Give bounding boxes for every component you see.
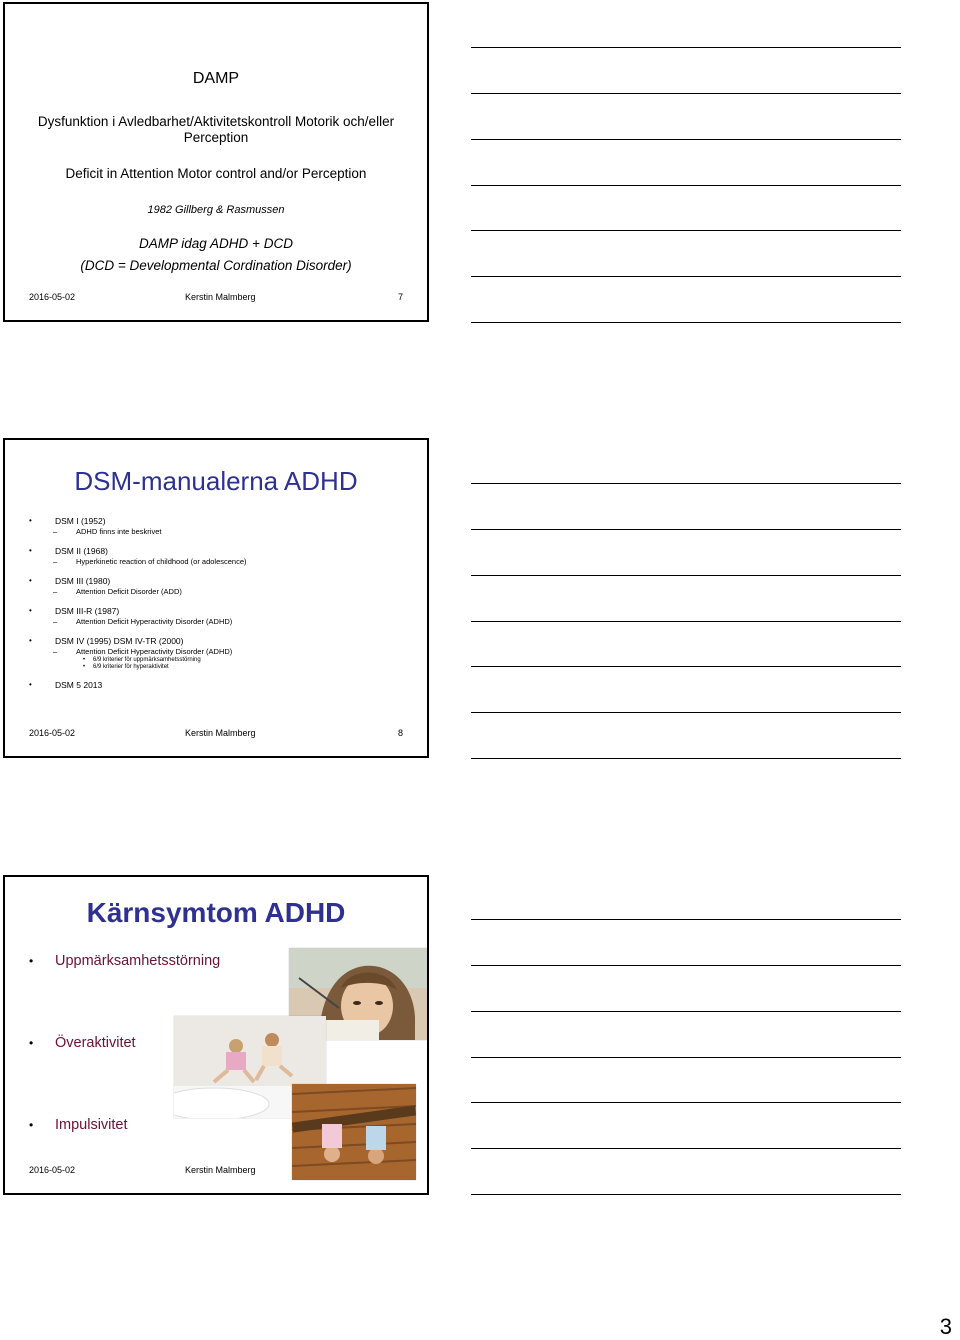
slide-footer [29, 1165, 403, 1177]
note-line [471, 758, 901, 759]
sub-bullet-text: – Attention Deficit Disorder (ADD) [29, 587, 417, 596]
slide-text-line: 1982 Gillberg & Rasmussen [147, 204, 285, 216]
slide-text-line: Dysfunktion i Avledbarhet/Aktivitetskontroll Motorik och/eller Perception [37, 114, 395, 145]
slide-7 [3, 2, 429, 322]
list-item [29, 516, 417, 536]
note-line [471, 230, 901, 231]
note-line [471, 575, 901, 576]
bullet-list [29, 516, 417, 700]
footer-author: Kerstin Malmberg [185, 728, 256, 738]
list-item [29, 680, 417, 690]
slide-9 [3, 875, 429, 1195]
footer-date: 2016-05-02 [29, 728, 76, 738]
note-line [471, 965, 901, 966]
slide-text-line: (DCD = Developmental Cordination Disorder) [80, 258, 352, 273]
note-line [471, 1057, 901, 1058]
note-line [471, 483, 901, 484]
sub-bullet-text: – Attention Deficit Hyperactivity Disorder (ADHD) [29, 647, 417, 656]
list-item [29, 546, 417, 566]
page-number: 3 [939, 1314, 952, 1339]
note-line [471, 322, 901, 323]
slide-text-line: DAMP idag ADHD + DCD [139, 236, 293, 251]
slide-8 [3, 438, 429, 758]
bullet-text: • DSM IV (1995) DSM IV-TR (2000) [29, 636, 417, 646]
footer-author: Kerstin Malmberg [185, 1165, 256, 1175]
list-item [29, 576, 417, 596]
list-item [29, 606, 417, 626]
sub-sub-bullet-text: • 6/9 kriterier för uppmärksamhetsstörning [29, 657, 417, 663]
footer-date: 2016-05-02 [29, 292, 76, 302]
sub-bullet-text: – Hyperkinetic reaction of childhood (or adolescence) [29, 557, 417, 566]
bullet-icon: • [29, 1118, 34, 1132]
note-line [471, 529, 901, 530]
bullet-text: • DSM II (1968) [29, 546, 417, 556]
slide-number: 8 [397, 728, 403, 738]
bullet-text: • DSM I (1952) [29, 516, 417, 526]
sub-sub-bullet-text: • 6/9 kriterier för hyperaktivitet [29, 664, 417, 670]
bullet-text: • DSM III-R (1987) [29, 606, 417, 616]
footer-author: Kerstin Malmberg [185, 292, 256, 302]
slide-title: DAMP [192, 70, 240, 87]
note-line [471, 666, 901, 667]
slide-title: DSM-manualerna ADHD [74, 466, 358, 496]
note-line [471, 185, 901, 186]
note-line [471, 621, 901, 622]
note-line [471, 93, 901, 94]
sub-bullet-text: – ADHD finns inte beskrivet [29, 527, 417, 536]
note-line [471, 919, 901, 920]
slide-number: 7 [397, 292, 403, 302]
slide-footer [29, 728, 403, 740]
note-line [471, 139, 901, 140]
bullet-item [29, 1035, 136, 1051]
bullet-item [29, 953, 220, 969]
bullet-item [29, 1117, 128, 1133]
bullet-text: Impulsivitet [55, 1117, 128, 1133]
footer-date: 2016-05-02 [29, 1165, 76, 1175]
bullet-icon: • [29, 1036, 34, 1050]
bullet-text: • DSM 5 2013 [29, 680, 417, 690]
sub-bullet-text: – Attention Deficit Hyperactivity Disorder (ADHD) [29, 617, 417, 626]
bullet-icon: • [29, 954, 34, 968]
bullet-text: Uppmärksamhetsstörning [55, 953, 221, 969]
slide-text-line: Deficit in Attention Motor control and/or Perception [65, 166, 367, 181]
note-line [471, 712, 901, 713]
slide-title: Kärnsymtom ADHD [86, 897, 346, 928]
note-line [471, 276, 901, 277]
bullet-text: Överaktivitet [55, 1035, 136, 1051]
list-item [29, 636, 417, 670]
bullet-text: • DSM III (1980) [29, 576, 417, 586]
note-line [471, 1011, 901, 1012]
note-line [471, 1148, 901, 1149]
note-line [471, 1102, 901, 1103]
slide-footer [29, 292, 403, 304]
note-line [471, 1194, 901, 1195]
note-line [471, 47, 901, 48]
